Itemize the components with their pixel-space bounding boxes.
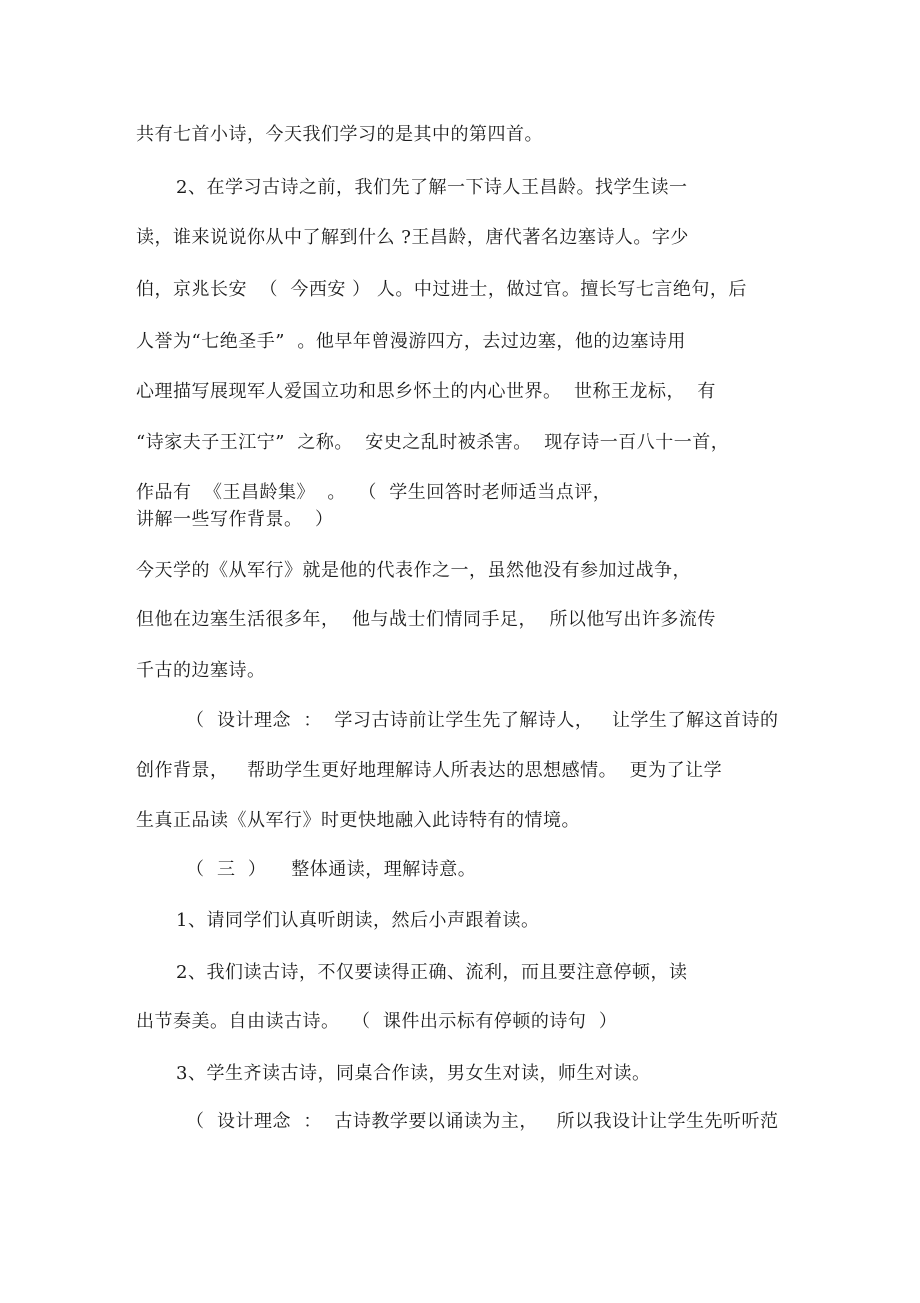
text-line: 共有七首小诗，今天我们学习的是其中的第四首。 [136, 124, 543, 145]
text-line: 3、学生齐读古诗，同桌合作读，男女生对读，师生对读。 [176, 1063, 651, 1084]
text-line: （ 设计理念 ： 学习古诗前让学生先了解诗人， 让学生了解这首诗的 [186, 710, 779, 731]
text-line: 但他在边塞生活很多年， 他与战士们情同手足， 所以他写出许多流传 [136, 609, 716, 630]
text-line: （ 设计理念 ： 古诗教学要以诵读为主， 所以我设计让学生先听听范 [186, 1111, 779, 1132]
text-line: “诗家夫子王江宁” 之称。 安史之乱时被杀害。 现存诗一百八十一首， [136, 432, 730, 453]
text-line: 心理描写展现军人爱国立功和思乡怀土的内心世界。 世称王龙标， 有 [136, 381, 716, 402]
text-line: 2、我们读古诗，不仅要读得正确、流利，而且要注意停顿，读 [176, 962, 688, 983]
text-line: 千古的边塞诗。 [136, 660, 266, 681]
section-heading: （ 三 ） 整体通读，理解诗意。 [186, 859, 477, 880]
text-line: 今天学的《从军行》就是他的代表作之一，虽然他没有参加过战争， [136, 560, 691, 581]
text-line: 讲解一些写作背景。 ） [136, 509, 334, 530]
text-line: 2、在学习古诗之前，我们先了解一下诗人王昌龄。找学生读一 [176, 177, 688, 198]
text-line: 出节奏美。自由读古诗。 （ 课件出示标有停顿的诗句 ） [136, 1011, 618, 1032]
text-line: 生真正品读《从军行》时更快地融入此诗特有的情境。 [136, 810, 580, 831]
text-line: 伯，京兆长安 （ 今西安 ） 人。中过进士，做过官。擅长写七言绝句，后 [136, 279, 747, 300]
text-line: 作品有 《王昌龄集》 。 （ 学生回答时老师适当点评， [136, 482, 612, 503]
text-line: 人誉为“七绝圣手” 。他早年曾漫游四方，去过边塞，他的边塞诗用 [136, 331, 686, 352]
text-line: 读，谁来说说你从中了解到什么 ?王昌龄，唐代著名边塞诗人。字少 [136, 227, 689, 248]
text-line: 1、请同学们认真听朗读，然后小声跟着读。 [176, 910, 540, 931]
text-line: 创作背景， 帮助学生更好地理解诗人所表达的思想感情。 更为了让学 [136, 760, 723, 781]
